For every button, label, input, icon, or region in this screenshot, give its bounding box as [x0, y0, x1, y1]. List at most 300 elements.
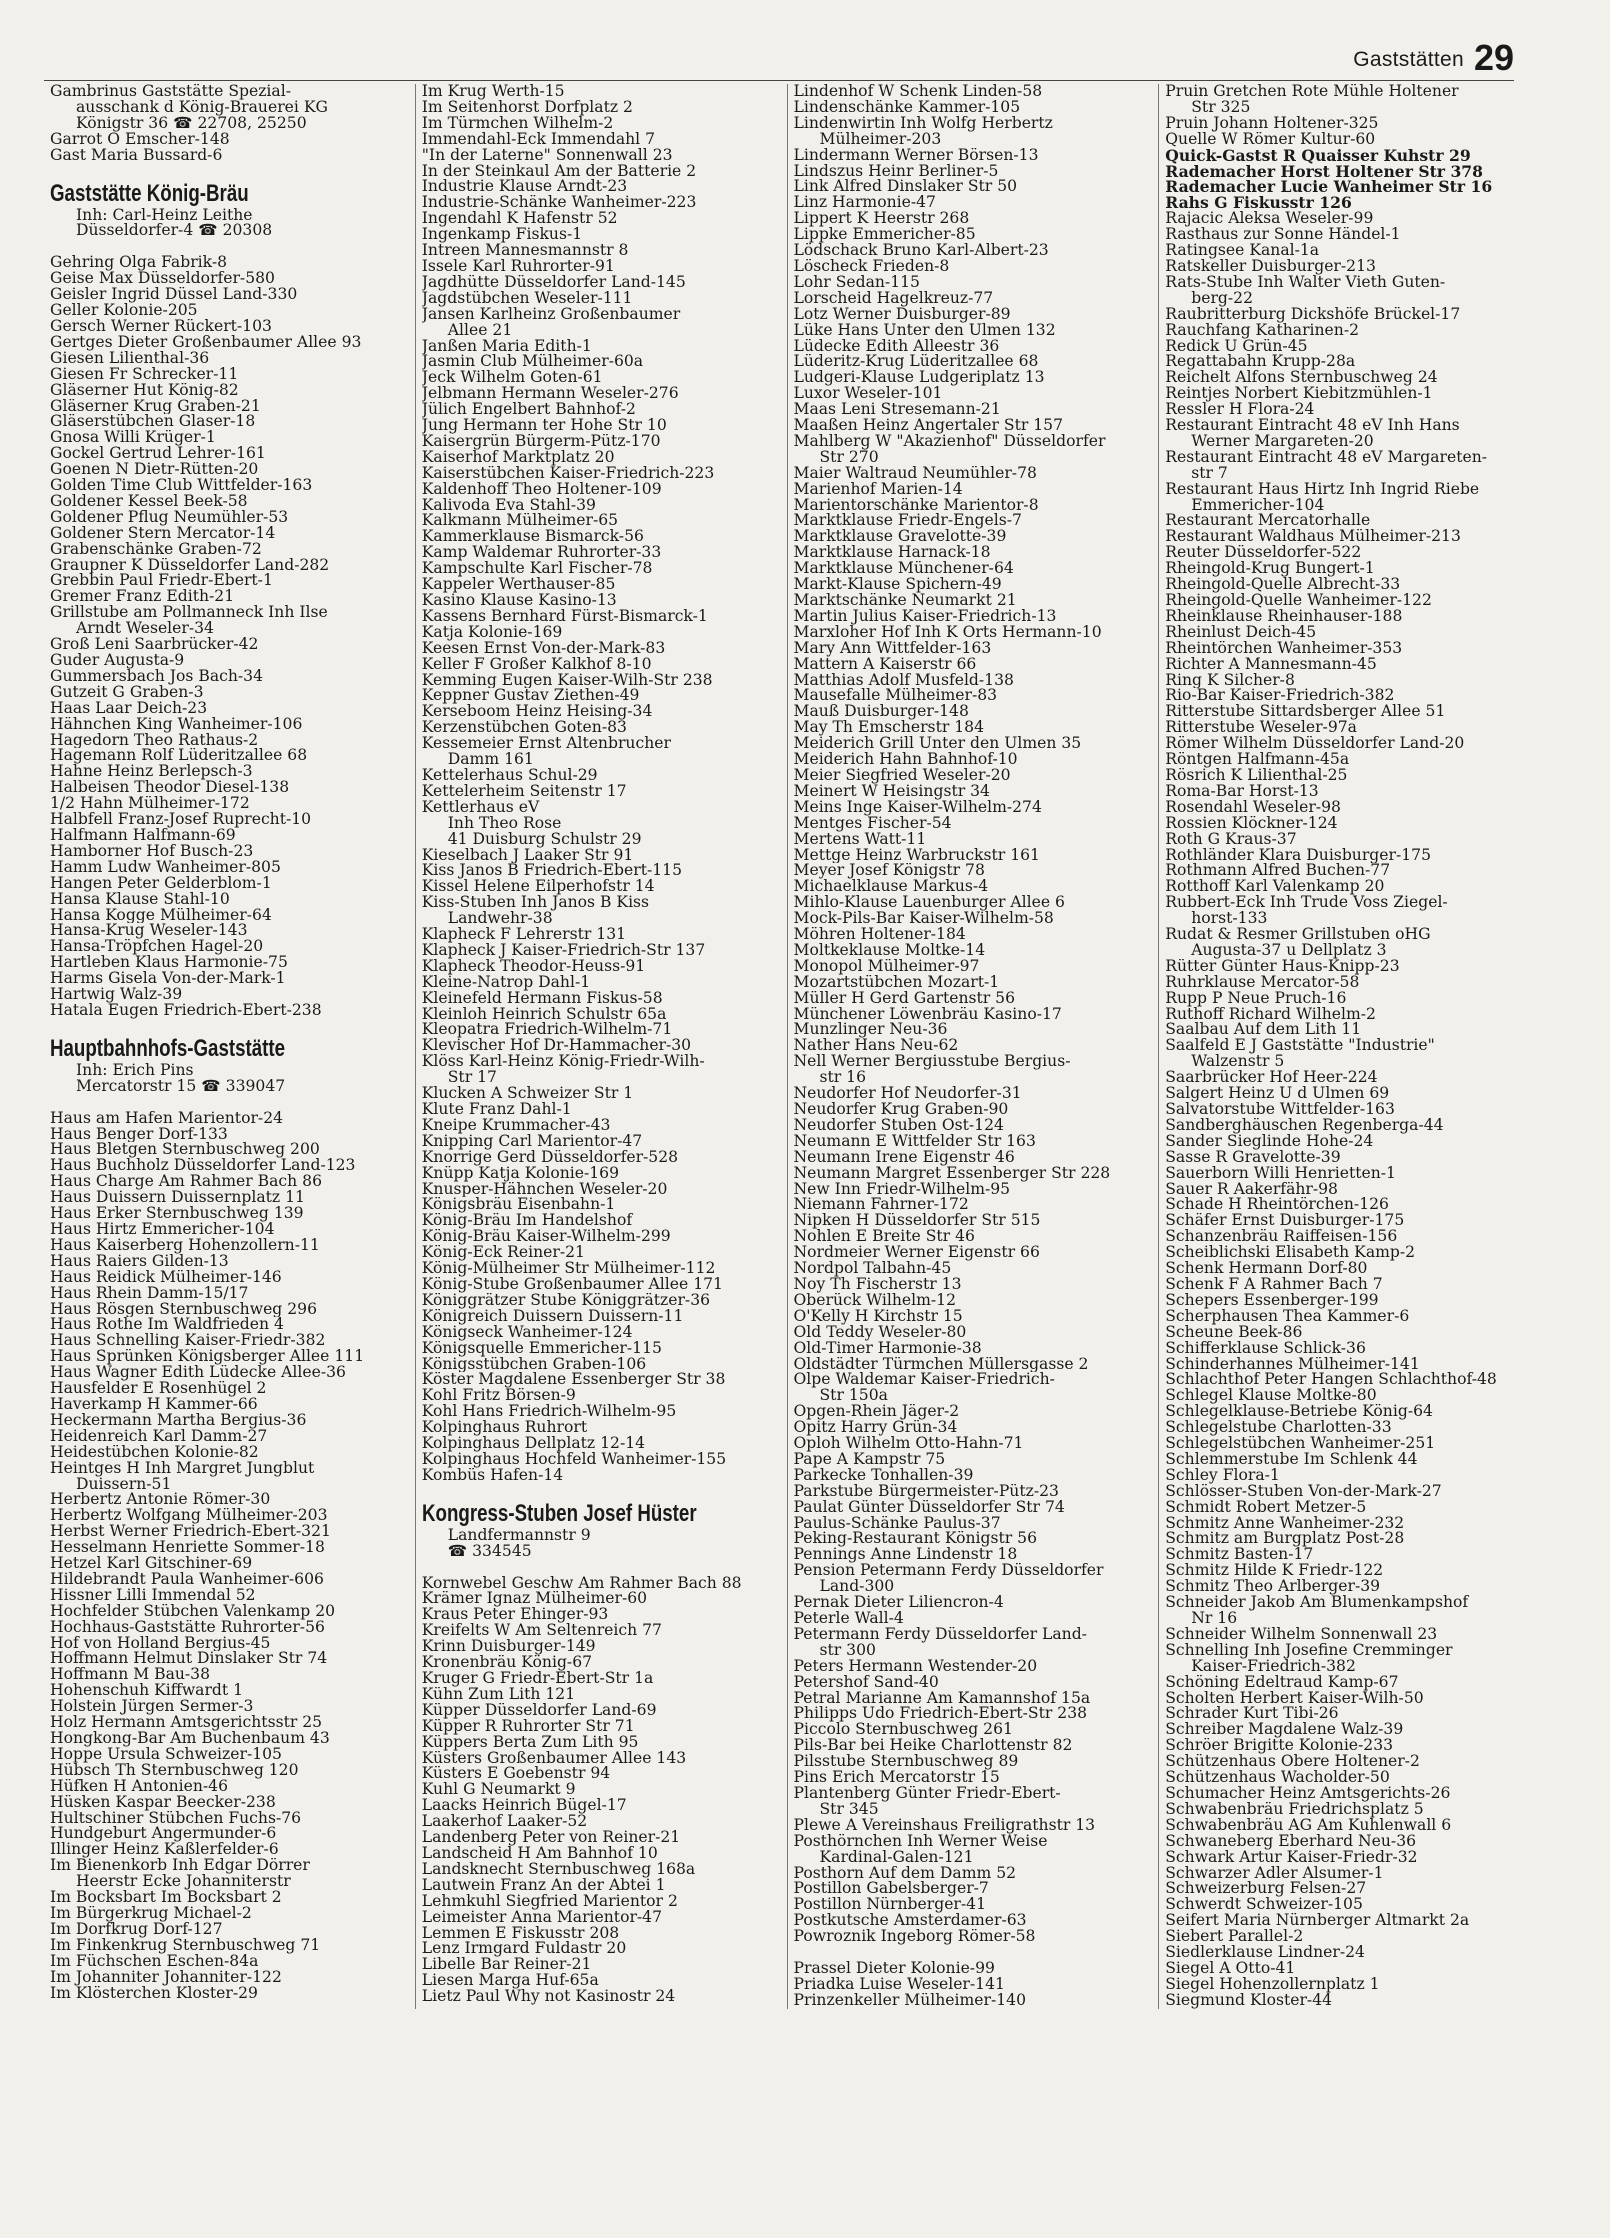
entry-continuation: Mercatorstr 15 ☎ 339047 — [76, 1078, 286, 1095]
directory-entry: Gutzeit G Graben-3 — [50, 684, 204, 701]
directory-entry: Jülich Engelbert Bahnhof-2 — [421, 402, 636, 419]
directory-entry: Haus Erker Sternbuschweg 139 — [50, 1206, 304, 1222]
directory-entry: Pape A Kampstr 75 — [793, 1451, 946, 1468]
directory-entry: Rademacher Horst Holtener Str 378 — [1165, 163, 1484, 180]
directory-entry: Lödschack Bruno Karl-Albert-23 — [793, 243, 1049, 259]
directory-entry: Peterle Wall-4 — [793, 1611, 904, 1627]
directory-entry: Regattabahn Krupp-28a — [1165, 354, 1356, 371]
directory-entry: Schlegel Klause Moltke-80 — [1165, 1388, 1377, 1405]
directory-entry: Königsbräu Eisenbahn-1 — [421, 1197, 616, 1214]
directory-columns — [50, 84, 1530, 2009]
directory-entry: Hildebrandt Paula Wanheimer-606 — [50, 1571, 324, 1588]
directory-entry: Kneipe Krummacher-43 — [421, 1117, 611, 1134]
advert-heading: Kongress-Stuben Josef Hüster — [421, 1499, 697, 1527]
directory-entry: Powroznik Ingeborg Römer-58 — [793, 1929, 1036, 1946]
directory-entry: König-Bräu Kaiser-Wilhelm-299 — [421, 1229, 671, 1246]
directory-entry: Schlemmerstube Im Schlenk 44 — [1165, 1451, 1418, 1468]
directory-entry: Hongkong-Bar Am Buchenbaum 43 — [50, 1731, 330, 1747]
directory-entry: Holstein Jürgen Sermer-3 — [50, 1699, 254, 1716]
directory-entry: Schwerdt Schweizer-105 — [1165, 1897, 1363, 1914]
directory-entry: Mozartstübchen Mozart-1 — [793, 974, 1000, 991]
directory-entry: Klapheck J Kaiser-Friedrich-Str 137 — [421, 942, 706, 959]
directory-entry: Im Dorfkrug Dorf-127 — [50, 1921, 223, 1938]
directory-entry: Landscheid H Am Bahnhof 10 — [421, 1845, 658, 1862]
directory-entry: Mock-Pils-Bar Kaiser-Wilhelm-58 — [793, 911, 1054, 928]
directory-entry: Gnosa Willi Krüger-1 — [50, 430, 216, 447]
directory-entry: Schwabenbräu AG Am Kuhlenwall 6 — [1165, 1817, 1452, 1834]
directory-entry: Rauchfang Katharinen-2 — [1165, 322, 1360, 339]
directory-entry: Haus Bletgen Sternbuschweg 200 — [50, 1142, 320, 1159]
directory-entry: Knipping Carl Marientor-47 — [421, 1133, 643, 1150]
directory-entry: Im Johanniter Johanniter-122 — [50, 1969, 282, 1986]
directory-entry: Saarbrücker Hof Heer-224 — [1165, 1070, 1378, 1087]
directory-entry: Mihlo-Klause Lauenburger Allee 6 — [793, 895, 1065, 912]
directory-entry: Lohr Sedan-115 — [793, 274, 920, 291]
directory-entry: Pruin Gretchen Rote Mühle Holtener — [1165, 84, 1459, 100]
directory-entry: Kettelerheim Seitenstr 17 — [421, 783, 627, 800]
directory-entry: Kolpinghaus Ruhrort — [421, 1420, 588, 1437]
directory-entry: Lietz Paul Why not Kasinostr 24 — [421, 1989, 676, 2006]
directory-entry: Keppner Gustav Ziethen-49 — [421, 688, 640, 705]
directory-entry: König-Eck Reiner-21 — [421, 1245, 585, 1262]
directory-entry: Seifert Maria Nürnberger Altmarkt 2a — [1165, 1913, 1470, 1930]
directory-entry: Hultschiner Stübchen Fuchs-76 — [50, 1810, 302, 1827]
directory-entry: Linz Harmonie-47 — [793, 195, 936, 212]
entry-continuation: ☎ 334545 — [447, 1543, 532, 1560]
directory-entry: Schmidt Robert Metzer-5 — [1165, 1499, 1367, 1516]
directory-entry: Nordmeier Werner Eigenstr 66 — [793, 1245, 1040, 1262]
directory-entry: Rotthoff Karl Valenkamp 20 — [1165, 879, 1385, 896]
directory-entry: Postkutsche Amsterdamer-63 — [793, 1913, 1027, 1930]
directory-entry: Kieselbach J Laaker Str 91 — [421, 847, 634, 864]
directory-entry: Sander Sieglinde Hohe-24 — [1165, 1133, 1374, 1150]
directory-entry: Hochfelder Stübchen Valenkamp 20 — [50, 1603, 336, 1620]
directory-entry: Hoppe Ursula Schweizer-105 — [50, 1746, 282, 1763]
directory-entry: Goldener Stern Mercator-14 — [50, 525, 276, 542]
entry-continuation: Str 325 — [1191, 99, 1251, 116]
directory-entry: Klapheck F Lehrerstr 131 — [421, 927, 627, 943]
directory-entry: Kleinloh Heinrich Schulstr 65a — [421, 1006, 667, 1023]
directory-entry: Neudorfer Krug Graben-90 — [793, 1102, 1009, 1118]
directory-entry: Matthias Adolf Musfeld-138 — [793, 672, 1014, 689]
directory-entry: Keller F Großer Kalkhof 8-10 — [421, 656, 652, 673]
directory-entry: Kombüs Hafen-14 — [421, 1467, 564, 1484]
directory-entry: Marktklause Münchener-64 — [793, 561, 1014, 578]
directory-entry: Postillon Nürnberger-41 — [793, 1897, 986, 1914]
directory-entry: Im Krug Werth-15 — [421, 84, 565, 100]
directory-entry: Pils-Bar bei Heike Charlottenstr 82 — [793, 1738, 1073, 1755]
directory-entry: Pilsstube Sternbuschweg 89 — [793, 1754, 1019, 1771]
directory-entry: Schley Flora-1 — [1165, 1467, 1280, 1484]
directory-entry: Klevischer Hof Dr-Hammacher-30 — [421, 1038, 692, 1055]
directory-entry: Kampschulte Karl Fischer-78 — [421, 561, 653, 578]
directory-entry: Restaurant Eintracht 48 eV Margareten- — [1165, 449, 1488, 466]
directory-entry: Posthörnchen Inh Werner Weise — [793, 1833, 1048, 1850]
directory-entry: Kohl Fritz Börsen-9 — [421, 1388, 576, 1405]
directory-entry: Rütter Günter Haus-Knipp-23 — [1165, 958, 1400, 975]
directory-entry: Halbfell Franz-Josef Ruprecht-10 — [50, 812, 312, 828]
directory-entry: Munzlinger Neu-36 — [793, 1022, 948, 1039]
directory-entry: Reuter Düsseldorfer-522 — [1165, 545, 1362, 562]
directory-entry: Grebbin Paul Friedr-Ebert-1 — [50, 573, 273, 590]
directory-entry: Hansa Klause Stahl-10 — [50, 891, 230, 908]
directory-entry: Im Türmchen Wilhelm-2 — [421, 115, 614, 132]
directory-entry: Richter A Mannesmann-45 — [1165, 656, 1377, 673]
spacer — [422, 1484, 782, 1500]
directory-entry: Schenk F A Rahmer Bach 7 — [1165, 1276, 1383, 1293]
directory-entry: Golden Time Club Wittfelder-163 — [50, 478, 313, 494]
directory-entry: Industrie-Schänke Wanheimer-223 — [421, 195, 697, 212]
directory-entry: Pruin Johann Holtener-325 — [1165, 115, 1379, 132]
directory-entry: Schlachthof Peter Hangen Schlachthof-48 — [1165, 1372, 1497, 1389]
directory-entry: Haus Raiers Gilden-13 — [50, 1253, 229, 1270]
directory-entry: Neumann Margret Essenberger Str 228 — [793, 1165, 1111, 1182]
directory-entry: Leimeister Anna Marientor-47 — [421, 1909, 663, 1926]
directory-entry: Marktklause Friedr-Engels-7 — [793, 513, 1022, 530]
directory-entry: Hoffmann M Bau-38 — [50, 1667, 211, 1684]
directory-entry: Löscheck Frieden-8 — [793, 258, 950, 275]
directory-entry: Priadka Luise Weseler-141 — [793, 1976, 1005, 1993]
directory-entry: Rajacic Aleksa Weseler-99 — [1165, 211, 1374, 228]
directory-entry: Laacks Heinrich Bügel-17 — [421, 1798, 627, 1815]
directory-entry: Giesen Lilienthal-36 — [50, 350, 210, 367]
directory-entry: Schlegelklause-Betriebe König-64 — [1165, 1404, 1433, 1421]
directory-entry: Lautwein Franz An der Abtei 1 — [421, 1877, 666, 1894]
directory-entry: Issele Karl Ruhrorter-91 — [421, 258, 615, 275]
directory-entry: Schmitz Anne Wanheimer-232 — [1165, 1515, 1405, 1532]
entry-continuation: Arndt Weseler-34 — [76, 621, 214, 638]
directory-entry: Rosendahl Weseler-98 — [1165, 799, 1341, 816]
section-title: Gaststätten — [1353, 48, 1464, 71]
directory-entry: Haus Reidick Mülheimer-146 — [50, 1269, 282, 1286]
entry-continuation: horst-133 — [1191, 911, 1268, 928]
directory-entry: Kessemeier Ernst Altenbrucher — [421, 736, 671, 753]
page-number: 29 — [1473, 37, 1514, 78]
directory-entry: Schreiber Magdalene Walz-39 — [1165, 1722, 1404, 1739]
entry-continuation: Str 17 — [447, 1070, 497, 1087]
directory-entry: Ratingsee Kanal-1a — [1165, 243, 1320, 259]
directory-entry: Im Bocksbart Im Bocksbart 2 — [50, 1890, 282, 1906]
directory-entry: Nell Werner Bergiusstube Bergius- — [793, 1054, 1071, 1071]
directory-entry: Hüfken H Antonien-46 — [50, 1778, 229, 1795]
directory-entry: Marxloher Hof Inh K Orts Hermann-10 — [793, 624, 1102, 641]
directory-entry: Im Finkenkrug Sternbuschweg 71 — [50, 1937, 321, 1954]
directory-entry: Möhren Holtener-184 — [793, 927, 966, 943]
directory-entry: Schöning Edeltraud Kamp-67 — [1165, 1674, 1399, 1691]
directory-entry: Mahlberg W "Akazienhof" Düsseldorfer — [793, 433, 1106, 450]
header-rule — [44, 80, 1514, 81]
directory-entry: Libelle Bar Reiner-21 — [421, 1957, 592, 1974]
directory-entry: Mettge Heinz Warbruckstr 161 — [793, 847, 1040, 864]
directory-entry: Kasino Klause Kasino-13 — [421, 593, 617, 609]
directory-entry: Opgen-Rhein Jäger-2 — [793, 1404, 960, 1421]
directory-entry: Posthorn Auf dem Damm 52 — [793, 1865, 1017, 1882]
spacer — [422, 1560, 782, 1576]
directory-entry: Herbertz Antonie Römer-30 — [50, 1492, 271, 1509]
entry-continuation: Str 150a — [819, 1388, 888, 1405]
directory-entry: Plantenberg Günter Friedr-Ebert- — [793, 1785, 1061, 1802]
directory-entry: Rheinlust Deich-45 — [1165, 624, 1317, 641]
directory-entry: Sauer R Aakerfähr-98 — [1165, 1181, 1338, 1198]
directory-entry: Immendahl-Eck Immendahl 7 — [421, 131, 656, 148]
directory-entry: Geisler Ingrid Düssel Land-330 — [50, 287, 298, 304]
directory-entry: Klapheck Theodor-Heuss-91 — [421, 958, 646, 975]
directory-entry: Haus Kaiserberg Hohenzollern-11 — [50, 1237, 320, 1254]
directory-entry: "In der Laterne" Sonnenwall 23 — [421, 147, 673, 164]
directory-entry: Paulus-Schänke Paulus-37 — [793, 1515, 1001, 1532]
spacer — [794, 1945, 1154, 1961]
directory-entry: Hansa-Krug Weseler-143 — [50, 923, 248, 940]
directory-entry: Intreen Mannesmannstr 8 — [421, 243, 629, 259]
directory-entry: Parkecke Tonhallen-39 — [793, 1467, 974, 1484]
directory-entry: Goldener Kessel Beek-58 — [50, 493, 248, 510]
directory-entry: Scholten Herbert Kaiser-Wilh-50 — [1165, 1690, 1424, 1707]
directory-entry: Meyer Josef Königstr 78 — [793, 863, 985, 880]
directory-entry: Quelle W Römer Kultur-60 — [1165, 131, 1376, 148]
directory-entry: Schäfer Ernst Duisburger-175 — [1165, 1213, 1405, 1230]
directory-entry: Küsters E Goebenstr 94 — [421, 1766, 611, 1783]
directory-entry: Sauerborn Willi Henrietten-1 — [1165, 1165, 1396, 1182]
directory-entry: Sasse R Gravelotte-39 — [1165, 1149, 1341, 1166]
directory-entry: Maaßen Heinz Angertaler Str 157 — [793, 418, 1064, 434]
directory-entry: Meiderich Grill Unter den Ulmen 35 — [793, 736, 1082, 753]
directory-entry: Maier Waltraud Neumühler-78 — [793, 465, 1037, 482]
directory-entry: Heckermann Martha Bergius-36 — [50, 1412, 307, 1429]
directory-entry: Küpper Düsseldorfer Land-69 — [421, 1702, 657, 1719]
directory-entry: Marktschänke Neumarkt 21 — [793, 593, 1017, 609]
entry-continuation: Königstr 36 ☎ 22708, 25250 — [76, 115, 307, 132]
directory-entry: Jagdstübchen Weseler-111 — [421, 290, 633, 307]
directory-entry: Rothmann Alfred Buchen-77 — [1165, 863, 1391, 880]
entry-continuation: berg-22 — [1191, 290, 1254, 307]
directory-entry: Meier Siegfried Weseler-20 — [793, 767, 1011, 784]
directory-entry: Kühn Zum Lith 121 — [421, 1686, 576, 1703]
directory-entry: Schifferklause Schlick-36 — [1165, 1340, 1366, 1357]
directory-entry: Neudorfer Stuben Ost-124 — [793, 1117, 1004, 1134]
directory-entry: In der Steinkaul Am der Batterie 2 — [421, 163, 697, 180]
directory-entry: Königsquelle Emmericher-115 — [421, 1340, 662, 1357]
directory-entry: Peters Hermann Westender-20 — [793, 1658, 1038, 1675]
directory-entry: Grabenschänke Graben-72 — [50, 541, 262, 558]
directory-entry: Luxor Weseler-101 — [793, 386, 943, 403]
directory-entry: König-Mülheimer Str Mülheimer-112 — [421, 1261, 716, 1277]
directory-entry: Schmitz am Burgplatz Post-28 — [1165, 1531, 1405, 1548]
directory-entry: Küppers Berta Zum Lith 95 — [421, 1734, 639, 1751]
directory-entry: Gläserner Hut König-82 — [50, 382, 239, 399]
directory-entry: Kaldenhoff Theo Holtener-109 — [421, 481, 662, 498]
entry-continuation: str 7 — [1191, 465, 1228, 482]
directory-entry: Kruger G Friedr-Ebert-Str 1a — [421, 1671, 654, 1687]
spacer — [50, 239, 410, 255]
entry-continuation: Inh Theo Rose — [447, 815, 562, 832]
directory-entry: Schlegelstube Charlotten-33 — [1165, 1420, 1392, 1437]
directory-entry: Gersch Werner Rückert-103 — [50, 318, 272, 335]
directory-entry: Restaurant Haus Hirtz Inh Ingrid Riebe — [1165, 481, 1480, 498]
directory-entry: Roma-Bar Horst-13 — [1165, 783, 1319, 800]
directory-entry: Scheune Beek-86 — [1165, 1324, 1303, 1341]
entry-continuation: Augusta-37 u Dellplatz 3 — [1191, 942, 1387, 959]
directory-entry: Jansen Karlheinz Großenbaumer — [421, 306, 681, 323]
directory-entry: Oploh Wilhelm Otto-Hahn-71 — [793, 1436, 1024, 1452]
directory-entry: Lindenwirtin Inh Wolfg Herbertz — [793, 115, 1053, 132]
directory-entry: Haus Rothe Im Waldfrieden 4 — [50, 1317, 284, 1334]
directory-entry: Rio-Bar Kaiser-Friedrich-382 — [1165, 688, 1395, 705]
directory-entry: 1/2 Hahn Mülheimer-172 — [50, 796, 250, 813]
directory-entry: Heidestübchen Kolonie-82 — [50, 1444, 259, 1461]
directory-entry: Haus am Hafen Marientor-24 — [50, 1110, 284, 1127]
directory-entry: Schanzenbräu Raiffeisen-156 — [1165, 1229, 1398, 1246]
directory-entry: Kassens Bernhard Fürst-Bismarck-1 — [421, 608, 708, 625]
directory-entry: Rothländer Klara Duisburger-175 — [1165, 847, 1431, 864]
column-2 — [415, 84, 782, 2009]
directory-entry: Prinzenkeller Mülheimer-140 — [793, 1992, 1027, 2009]
directory-entry: New Inn Friedr-Wilhelm-95 — [793, 1181, 1011, 1198]
directory-entry: Im Bienenkorb Inh Edgar Dörrer — [50, 1858, 310, 1875]
directory-entry: Hof von Holland Bergius-45 — [50, 1635, 271, 1652]
directory-entry: Hagemann Rolf Lüderitzallee 68 — [50, 748, 308, 765]
directory-entry: Scheiblichski Elisabeth Kamp-2 — [1165, 1245, 1416, 1262]
spacer — [50, 1019, 410, 1035]
directory-entry: Haus Hirtz Emmericher-104 — [50, 1222, 275, 1238]
directory-entry: Restaurant Eintracht 48 eV Inh Hans — [1165, 418, 1460, 434]
directory-entry: Heintges H Inh Margret Jungblut — [50, 1460, 315, 1477]
directory-entry: Haus Rhein Damm-15/17 — [50, 1285, 249, 1302]
advert-heading: Gaststätte König-Bräu — [50, 179, 249, 207]
directory-entry: Schepers Essenberger-199 — [1165, 1292, 1379, 1309]
directory-entry: Haus Buchholz Düsseldorfer Land-123 — [50, 1158, 356, 1175]
directory-entry: Gockel Gertrud Lehrer-161 — [50, 446, 266, 463]
directory-entry: Haus Rösgen Sternbuschweg 296 — [50, 1301, 317, 1318]
entry-continuation: Landwehr-38 — [447, 911, 553, 928]
directory-entry: Herbertz Wolfgang Mülheimer-203 — [50, 1508, 328, 1525]
directory-entry: Quick-Gastst R Quaisser Kuhstr 29 — [1165, 147, 1471, 164]
directory-entry: Kraus Peter Ehinger-93 — [421, 1607, 609, 1624]
directory-entry: Haus Wagner Edith Lüdecke Allee-36 — [50, 1365, 346, 1382]
directory-entry: Rösrich K Lilienthal-25 — [1165, 767, 1348, 784]
directory-entry: Neumann Irene Eigenstr 46 — [793, 1149, 1015, 1166]
directory-entry: Reichelt Alfons Sternbuschweg 24 — [1165, 370, 1438, 387]
directory-entry: Meinert W Heisingstr 34 — [793, 783, 990, 800]
directory-entry: Rudat & Resmer Grillstuben oHG — [1165, 927, 1431, 943]
directory-entry: Krinn Duisburger-149 — [421, 1639, 596, 1656]
column-4 — [1158, 84, 1525, 2009]
directory-entry: Schwark Artur Kaiser-Friedr-32 — [1165, 1849, 1418, 1866]
directory-entry: Graupner K Düsseldorfer Land-282 — [50, 557, 330, 574]
directory-entry: Landsknecht Sternbuschweg 168a — [421, 1861, 696, 1878]
directory-entry: Schmitz Basten-17 — [1165, 1547, 1314, 1564]
directory-entry: Goenen N Dietr-Rütten-20 — [50, 462, 259, 479]
directory-entry: Halfmann Halfmann-69 — [50, 827, 236, 844]
entry-continuation: Landfermannstr 9 — [447, 1527, 591, 1544]
directory-entry: Im Bürgerkrug Michael-2 — [50, 1905, 252, 1922]
directory-entry: Königseck Wanheimer-124 — [421, 1324, 633, 1341]
directory-entry: Siegmund Kloster-44 — [1165, 1992, 1333, 2009]
directory-entry: Kaiserstübchen Kaiser-Friedrich-223 — [421, 465, 715, 482]
directory-entry: Ruhrklause Mercator-58 — [1165, 974, 1360, 991]
directory-entry: Kerseboom Heinz Heising-34 — [421, 704, 653, 721]
directory-entry: Kalivoda Eva Stahl-39 — [421, 497, 596, 514]
directory-entry: Olpe Waldemar Kaiser-Friedrich- — [793, 1372, 1055, 1389]
directory-entry: Hohenschuh Kiffwardt 1 — [50, 1683, 244, 1700]
directory-entry: Kohl Hans Friedrich-Wilhelm-95 — [421, 1404, 677, 1421]
column-1 — [50, 84, 410, 2009]
directory-entry: Kammerklause Bismarck-56 — [421, 529, 644, 546]
directory-entry: Plewe A Vereinshaus Freiligrathstr 13 — [793, 1817, 1096, 1834]
directory-entry: Rupp P Neue Pruch-16 — [1165, 990, 1347, 1007]
directory-entry: Rasthaus zur Sonne Händel-1 — [1165, 227, 1401, 244]
directory-entry: Redick U Grün-45 — [1165, 338, 1308, 355]
directory-entry: Hartwig Walz-39 — [50, 987, 183, 1003]
directory-entry: König-Bräu Im Handelshof — [421, 1213, 633, 1230]
entry-continuation: Allee 21 — [447, 322, 513, 339]
directory-entry: Römer Wilhelm Düsseldorfer Land-20 — [1165, 736, 1465, 753]
directory-entry: Schwabenbräu Friedrichsplatz 5 — [1165, 1801, 1424, 1818]
directory-entry: Jasmin Club Mülheimer-60a — [421, 354, 644, 371]
directory-entry: Katja Kolonie-169 — [421, 624, 563, 641]
directory-entry: Schinderhannes Mülheimer-141 — [1165, 1356, 1420, 1373]
directory-entry: Schumacher Heinz Amtsgerichts-26 — [1165, 1785, 1451, 1802]
directory-entry: Salgert Heinz U d Ulmen 69 — [1165, 1086, 1390, 1102]
directory-entry: Grillstube am Pollmanneck Inh Ilse — [50, 605, 328, 622]
directory-entry: Ritterstube Weseler-97a — [1165, 720, 1357, 737]
spacer — [50, 164, 410, 180]
directory-entry: Hahne Heinz Berlepsch-3 — [50, 764, 253, 781]
page-header — [1353, 32, 1514, 76]
directory-entry: Mauß Duisburger-148 — [793, 704, 969, 721]
directory-entry: Oldstädter Türmchen Müllersgasse 2 — [793, 1356, 1089, 1373]
directory-entry: Lotz Werner Duisburger-89 — [793, 306, 1011, 323]
directory-entry: Postillon Gabelsberger-7 — [793, 1881, 989, 1898]
entry-continuation: str 16 — [819, 1070, 867, 1087]
directory-entry: Im Seitenhorst Dorfplatz 2 — [421, 99, 633, 116]
directory-entry: Ring K Silcher-8 — [1165, 672, 1295, 689]
directory-entry: Haverkamp H Kammer-66 — [50, 1396, 258, 1413]
directory-entry: Scherphausen Thea Kammer-6 — [1165, 1308, 1410, 1325]
directory-entry: Industrie Klause Arndt-23 — [421, 179, 628, 196]
directory-entry: Krämer Ignaz Mülheimer-60 — [421, 1591, 648, 1608]
directory-entry: Garrot O Emscher-148 — [50, 131, 230, 148]
directory-entry: Old-Timer Harmonie-38 — [793, 1340, 982, 1357]
directory-entry: Old Teddy Weseler-80 — [793, 1324, 967, 1341]
entry-continuation: Mülheimer-203 — [819, 131, 942, 148]
directory-entry: Schweizerburg Felsen-27 — [1165, 1881, 1367, 1898]
directory-entry: Kolpinghaus Dellplatz 12-14 — [421, 1436, 646, 1452]
directory-entry: Rats-Stube Inh Walter Vieth Guten- — [1165, 274, 1446, 291]
directory-entry: Hübsch Th Sternbuschweg 120 — [50, 1762, 299, 1779]
directory-entry: Salvatorstube Wittfelder-163 — [1165, 1102, 1395, 1118]
directory-entry: Halbeisen Theodor Diesel-138 — [50, 780, 290, 797]
directory-entry: Mertens Watt-11 — [793, 831, 927, 848]
directory-entry: Schrader Kurt Tibi-26 — [1165, 1706, 1339, 1723]
directory-entry: Jung Hermann ter Hohe Str 10 — [421, 418, 667, 434]
directory-entry: Nather Hans Neu-62 — [793, 1038, 959, 1055]
directory-entry: Saalbau Auf dem Lith 11 — [1165, 1022, 1362, 1039]
entry-continuation: Str 270 — [819, 449, 879, 466]
directory-entry: Lüke Hans Unter den Ulmen 132 — [793, 322, 1056, 339]
directory-entry: Meiderich Hahn Bahnhof-10 — [793, 752, 1018, 768]
directory-entry: Haus Charge Am Rahmer Bach 86 — [50, 1174, 322, 1191]
entry-continuation: ausschank d König-Brauerei KG — [76, 99, 328, 116]
directory-entry: Niemann Fahrner-172 — [793, 1197, 969, 1214]
entry-continuation: Nr 16 — [1191, 1611, 1238, 1627]
directory-entry: Königreich Duissern Duissern-11 — [421, 1308, 684, 1325]
directory-entry: Monopol Mülheimer-97 — [793, 958, 980, 975]
spacer — [50, 1095, 410, 1111]
directory-entry: Noy Th Fischerstr 13 — [793, 1276, 962, 1293]
directory-entry: Pennings Anne Lindenstr 18 — [793, 1547, 1018, 1564]
directory-entry: Piccolo Sternbuschweg 261 — [793, 1722, 1013, 1739]
entry-continuation: Inh: Erich Pins — [76, 1062, 194, 1079]
